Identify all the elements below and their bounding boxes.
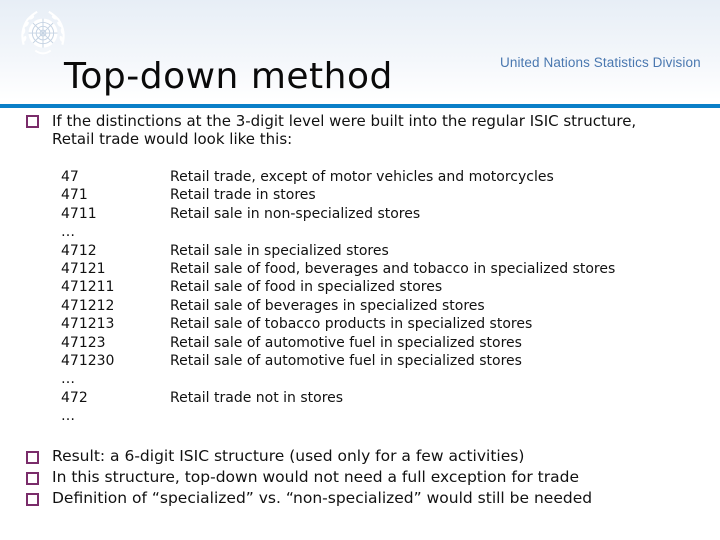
table-row [61, 278, 615, 296]
bullet-square-icon [26, 115, 39, 128]
isic-code: 471211 [61, 279, 115, 296]
isic-code: 47123 [61, 334, 106, 351]
slide-title: Top-down method [64, 56, 393, 97]
isic-code: 4711 [61, 205, 97, 222]
isic-description: Retail sale in non-specialized stores [170, 205, 421, 222]
table-row [61, 186, 615, 204]
bullet-text: Result: a 6-digit ISIC structure (used only for a few activities) [52, 447, 525, 465]
isic-description: Retail sale of beverages in specialized stores [170, 297, 485, 314]
bullet-square-icon [26, 451, 39, 464]
isic-code: 471230 [61, 352, 115, 369]
isic-description: Retail trade, except of motor vehicles and motorcycles [170, 169, 554, 185]
isic-description: Retail sale of food, beverages and tobacco in specialized stores [170, 260, 616, 277]
list-item [26, 446, 716, 467]
table-row [61, 205, 615, 223]
division-name: United Nations Statistics Division [500, 55, 701, 70]
table-row [61, 407, 615, 425]
isic-code: … [61, 408, 75, 425]
table-row [61, 297, 615, 315]
isic-description: Retail sale in specialized stores [170, 242, 389, 259]
list-item [26, 467, 716, 488]
bullet-square-icon [26, 472, 39, 485]
isic-code: 471212 [61, 297, 115, 314]
isic-code: 471213 [61, 316, 115, 333]
bullet-text: In this structure, top-down would not need a full exception for trade [52, 468, 579, 486]
intro-paragraph [26, 112, 666, 148]
isic-description: Retail sale of tobacco products in specialized stores [170, 316, 533, 333]
title-rule [0, 104, 720, 108]
table-row [61, 260, 615, 278]
isic-code-table [61, 168, 615, 425]
table-row [61, 168, 615, 186]
table-row [61, 389, 615, 407]
table-row [61, 352, 615, 370]
isic-code: 472 [61, 389, 88, 406]
bullet-square-icon [26, 493, 39, 506]
table-row [61, 242, 615, 260]
isic-description: Retail sale of food in specialized stores [170, 279, 443, 296]
isic-description: Retail trade in stores [170, 187, 316, 204]
table-row [61, 370, 615, 388]
table-row [61, 315, 615, 333]
isic-code: 471 [61, 187, 88, 204]
isic-code: 47 [61, 169, 79, 185]
isic-code: 4712 [61, 242, 97, 259]
table-row [61, 223, 615, 241]
table-row [61, 334, 615, 352]
bullet-list [26, 446, 716, 509]
isic-code: … [61, 224, 75, 241]
list-item [26, 488, 716, 509]
isic-code: … [61, 371, 75, 388]
isic-description: Retail sale of automotive fuel in specialized stores [170, 334, 522, 351]
bullet-text: Definition of “specialized” vs. “non-specialized” would still be needed [52, 489, 593, 507]
isic-description: Retail sale of automotive fuel in specialized stores [170, 352, 522, 369]
intro-text: If the distinctions at the 3-digit level were built into the regular ISIC structure, Retail trade would look like this: [52, 112, 637, 148]
isic-description: Retail trade not in stores [170, 389, 344, 406]
isic-code: 47121 [61, 260, 106, 277]
